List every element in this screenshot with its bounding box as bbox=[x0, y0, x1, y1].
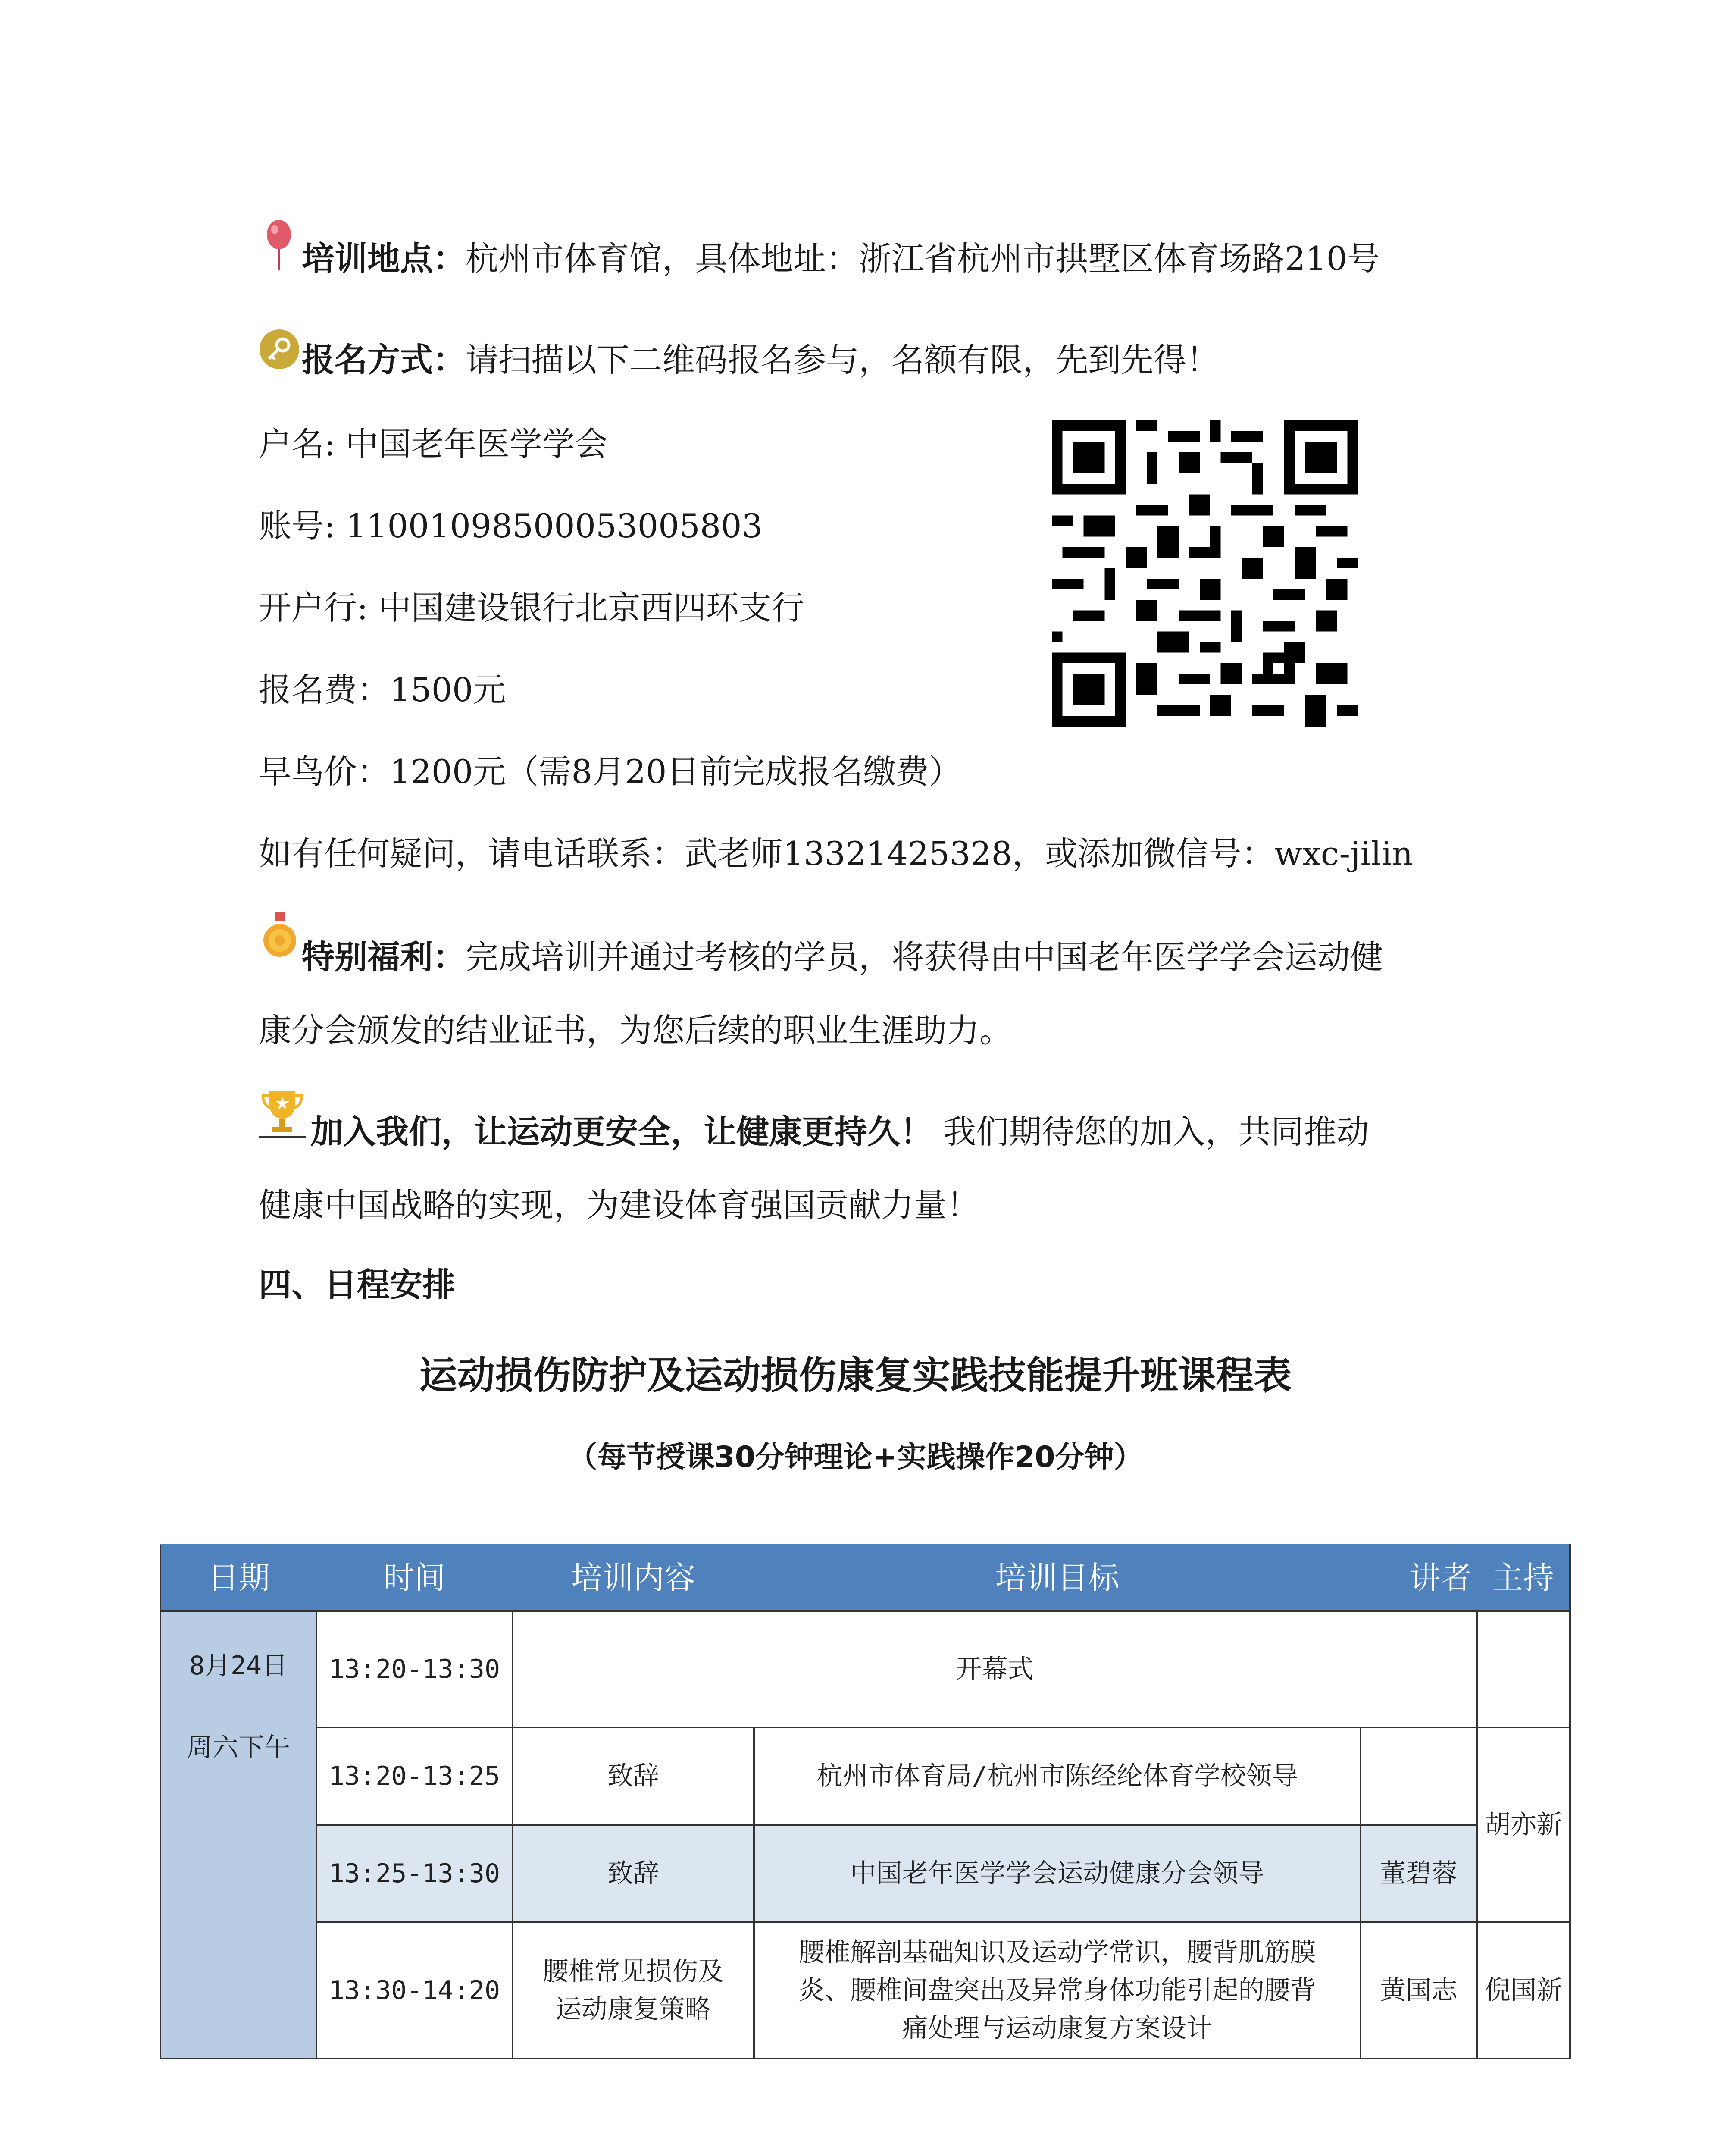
goal-line-2: 炎、腰椎间盘突出及异常身体功能引起的腰背 bbox=[798, 1975, 1316, 2006]
location-text: 杭州市体育馆，具体地址：浙江省杭州市拱墅区体育场路210号 bbox=[466, 239, 1380, 278]
account-bank: 开户行: 中国建设银行北京西四环支行 bbox=[259, 589, 804, 627]
content-line-2: 运动康复策略 bbox=[556, 1994, 711, 2024]
header-content: 培训内容 bbox=[513, 1545, 754, 1611]
table-row bbox=[160, 1727, 1570, 1825]
gear-medal-icon bbox=[260, 912, 299, 959]
speaker-cell: 黄国志 bbox=[1361, 1922, 1477, 2059]
header-goal: 培训目标 bbox=[754, 1545, 1361, 1611]
speaker-cell: 董碧蓉 bbox=[1361, 1825, 1477, 1922]
table-subtitle: （每节授课30分钟理论+实践操作20分钟） bbox=[568, 1440, 1143, 1474]
header-date: 日期 bbox=[160, 1545, 316, 1611]
signup-label: 报名方式： bbox=[302, 341, 466, 379]
join-text-1: 我们期待您的加入，共同推动 bbox=[933, 1112, 1370, 1151]
date-line-1: 8月24日 bbox=[189, 1651, 288, 1681]
registration-fee: 报名费：1500元 bbox=[259, 671, 506, 709]
time-cell: 13:30-14:20 bbox=[316, 1922, 513, 2059]
header-host: 主持 bbox=[1477, 1545, 1570, 1611]
content-cell: 开幕式 bbox=[513, 1611, 1477, 1727]
host-cell: 胡亦新 bbox=[1477, 1727, 1570, 1922]
content-line-1: 腰椎常见损伤及 bbox=[543, 1956, 724, 1987]
section-heading: 四、日程安排 bbox=[259, 1266, 455, 1304]
location-line bbox=[302, 235, 1380, 282]
date-line-2: 周六下午 bbox=[187, 1733, 290, 1763]
goal-cell: 中国老年医学学会运动健康分会领导 bbox=[754, 1825, 1361, 1922]
signup-text: 请扫描以下二维码报名参与，名额有限，先到先得！ bbox=[466, 341, 1219, 379]
date-cell bbox=[160, 1611, 316, 2059]
qr-code-icon[interactable] bbox=[1052, 420, 1358, 727]
goal-cell: 杭州市体育局/杭州市陈经纶体育学校领导 bbox=[754, 1727, 1361, 1825]
key-icon bbox=[258, 328, 301, 371]
table-header-row bbox=[160, 1545, 1570, 1611]
signup-line bbox=[302, 336, 1219, 384]
table-row bbox=[160, 1825, 1570, 1922]
schedule-table bbox=[160, 1544, 1571, 2059]
location-label: 培训地点： bbox=[302, 239, 466, 278]
benefit-line-1 bbox=[302, 934, 1383, 981]
goal-line-3: 痛处理与运动康复方案设计 bbox=[902, 2013, 1213, 2043]
benefit-label: 特别福利： bbox=[302, 938, 466, 976]
content-cell: 致辞 bbox=[513, 1727, 754, 1825]
header-speaker: 讲者 bbox=[1361, 1545, 1477, 1611]
time-cell: 13:20-13:25 bbox=[316, 1727, 513, 1825]
header-time: 时间 bbox=[316, 1545, 513, 1611]
host-cell-empty bbox=[1477, 1611, 1570, 1727]
time-cell: 13:25-13:30 bbox=[316, 1825, 513, 1922]
table-row bbox=[160, 1922, 1570, 2059]
table-row bbox=[160, 1611, 1570, 1727]
table-title: 运动损伤防护及运动损伤康复实践技能提升班课程表 bbox=[419, 1353, 1292, 1398]
contact-info: 如有任何疑问，请电话联系：武老师13321425328，或添加微信号：wxc-jilin bbox=[259, 834, 1413, 873]
host-cell: 倪国新 bbox=[1477, 1922, 1570, 2059]
account-name: 户名: 中国老年医学学会 bbox=[259, 425, 608, 463]
trophy-icon bbox=[259, 1087, 306, 1138]
benefit-line-2: 康分会颁发的结业证书，为您后续的职业生涯助力。 bbox=[259, 1011, 1012, 1050]
benefit-text-1: 完成培训并通过考核的学员，将获得由中国老年医学学会运动健 bbox=[466, 938, 1383, 976]
account-number: 账号: 11001098500053005803 bbox=[259, 507, 763, 545]
speaker-cell bbox=[1361, 1727, 1477, 1825]
goal-cell bbox=[754, 1922, 1361, 2059]
join-line-1 bbox=[310, 1108, 1369, 1156]
content-cell bbox=[513, 1922, 754, 2059]
balloon-pin-icon bbox=[264, 219, 294, 271]
goal-line-1: 腰椎解剖基础知识及运动学常识，腰背肌筋膜 bbox=[798, 1937, 1316, 1968]
join-line-2: 健康中国战略的实现，为建设体育强国贡献力量！ bbox=[259, 1186, 979, 1224]
content-cell: 致辞 bbox=[513, 1825, 754, 1922]
join-slogan: 加入我们，让运动更安全，让健康更持久！ bbox=[310, 1112, 933, 1151]
time-cell: 13:20-13:30 bbox=[316, 1611, 513, 1727]
early-bird-price: 早鸟价：1200元（需8月20日前完成报名缴费） bbox=[259, 752, 962, 791]
